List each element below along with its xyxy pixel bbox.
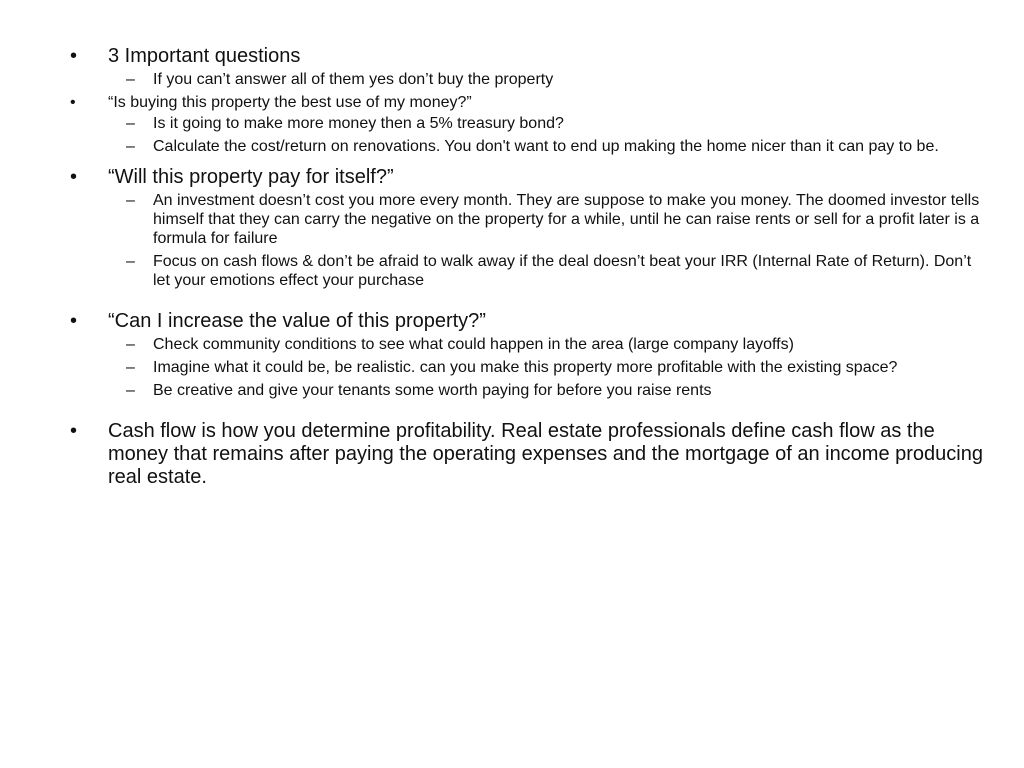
sub-bullet-item — [68, 358, 988, 377]
sub-bullet-item — [68, 252, 988, 290]
sub-bullet-item — [68, 335, 988, 354]
sub-bullet-text: Calculate the cost/return on renovations. You don't want to end up making the home nicer than it can pay to be. — [153, 138, 939, 155]
dash-icon: – — [126, 71, 135, 88]
bullet-item — [68, 310, 988, 333]
sub-bullet-text: Check community conditions to see what could happen in the area (large company layoffs) — [153, 336, 794, 353]
bullet-item — [68, 420, 988, 489]
dash-icon: – — [126, 115, 135, 132]
dash-icon: – — [126, 253, 135, 270]
bullet-text: “Can I increase the value of this property?” — [108, 310, 486, 332]
slide-content — [68, 45, 988, 491]
sub-bullet-text: Focus on cash flows & don’t be afraid to walk away if the deal doesn’t beat your IRR (Internal Rate of Return). Don’t let your emotions effect your purchase — [153, 253, 972, 289]
bullet-item — [68, 166, 988, 189]
sub-bullet-item — [68, 381, 988, 400]
bullet-item — [68, 93, 988, 113]
sub-bullet-item — [68, 137, 988, 156]
bullet-text: “Will this property pay for itself?” — [108, 166, 394, 188]
bullet-text: 3 Important questions — [108, 45, 301, 67]
bullet-item — [68, 45, 988, 68]
sub-bullet-item — [68, 70, 988, 89]
bullet-icon: • — [70, 420, 78, 442]
bullet-icon: • — [70, 166, 78, 188]
dash-icon: – — [126, 138, 135, 155]
bullet-icon: • — [70, 94, 76, 111]
bullet-icon: • — [70, 45, 78, 67]
sub-bullet-text: If you can’t answer all of them yes don’t buy the property — [153, 71, 554, 88]
dash-icon: – — [126, 382, 135, 399]
sub-bullet-text: Imagine what it could be, be realistic. can you make this property more profitable with the existing space? — [153, 359, 898, 376]
sub-bullet-text: An investment doesn’t cost you more every month. They are suppose to make you money. The doomed investor tells himself that they can carry the negative on the property for a while, until he can raise rents or sell for a profit later is a formula for failure — [153, 192, 980, 247]
sub-bullet-item — [68, 191, 988, 248]
bullet-text: “Is buying this property the best use of my money?” — [108, 94, 472, 111]
dash-icon: – — [126, 336, 135, 353]
bullet-text: Cash flow is how you determine profitability. Real estate professionals define cash flow as the money that remains after paying the operating expenses and the mortgage of an income producing real estate. — [108, 420, 983, 488]
dash-icon: – — [126, 192, 135, 209]
sub-bullet-text: Is it going to make more money then a 5% treasury bond? — [153, 115, 564, 132]
sub-bullet-item — [68, 114, 988, 133]
sub-bullet-text: Be creative and give your tenants some worth paying for before you raise rents — [153, 382, 712, 399]
dash-icon: – — [126, 359, 135, 376]
bullet-icon: • — [70, 310, 78, 332]
